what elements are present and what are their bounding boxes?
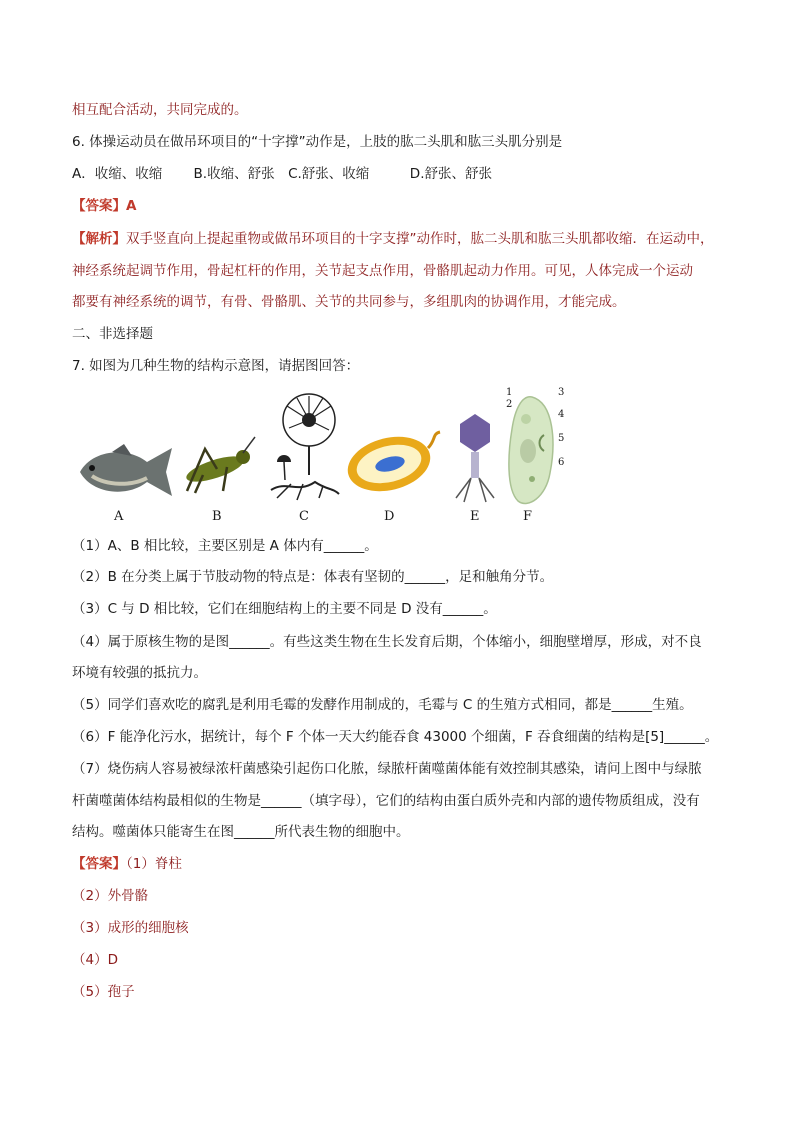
- figure-label-b: B: [212, 509, 222, 524]
- subquestion-7-cont: 杆菌噬菌体结构最相似的生物是______（填字母），它们的结构由蛋白质外壳和内部的遗传物质组成，没有: [72, 793, 700, 809]
- answer-tag: 【答案】: [72, 198, 126, 214]
- figure-label-a: A: [114, 509, 124, 524]
- subquestion-6: （6）F 能净化污水，据统计，每个 F 个体一天大约能吞食 43000 个细菌，F 吞食细菌的结构是[5]______。: [72, 729, 719, 745]
- question-6-options: A．收缩、收缩 B.收缩、舒张 C.舒张、收缩 D.舒张、舒张: [72, 166, 492, 182]
- paramecium-image: [502, 393, 565, 511]
- label-number-2: 2: [506, 399, 513, 410]
- label-number-6: 6: [558, 457, 565, 468]
- answer-6: [72, 196, 136, 216]
- answer-item-1: （1）脊柱: [126, 856, 182, 872]
- answer-value: A: [126, 198, 137, 214]
- analysis-line-3: 都要有神经系统的调节，有骨、骨骼肌、关节的共同参与，多组肌肉的协调作用，才能完成。: [72, 294, 626, 310]
- question-6: 6. 体操运动员在做吊环项目的“十字撑”动作是，上肢的肱二头肌和肱三头肌分别是: [72, 134, 563, 150]
- analysis-tag: 【解析】: [72, 231, 126, 247]
- figure-label-d: D: [384, 509, 395, 524]
- fish-image: [72, 440, 177, 505]
- bacterium-image: [344, 430, 442, 495]
- subquestion-2: （2）B 在分类上属于节肢动物的特点是：体表有坚韧的______，足和触角分节。: [72, 569, 554, 585]
- analysis-line-1: [72, 229, 714, 249]
- answer-item-4: （4）D: [72, 952, 118, 968]
- analysis-line-2: 神经系统起调节作用，骨起杠杆的作用，关节起支点作用，骨骼肌起动力作用。可见，人体完成一个运动: [72, 263, 693, 279]
- answer-item-5: （5）孢子: [72, 984, 135, 1000]
- analysis-text: 双手竖直向上提起重物或做吊环项目的十字支撑”动作时，肱二头肌和肱三头肌都收缩．在运动中，: [126, 231, 714, 247]
- answer-item-2: （2）外骨骼: [72, 888, 149, 904]
- answer-7-line-1: [72, 854, 182, 874]
- label-number-1: 1: [506, 387, 513, 398]
- question-7: 7. 如图为几种生物的结构示意图，请据图回答：: [72, 358, 360, 374]
- subquestion-7: （7）烧伤病人容易被绿浓杆菌感染引起伤口化脓，绿脓杆菌噬菌体能有效控制其感染，请问上图中与绿脓: [72, 761, 702, 777]
- subquestion-7-end: 结构。噬菌体只能寄生在图______所代表生物的细胞中。: [72, 824, 410, 840]
- subquestion-4-cont: 环境有较强的抵抗力。: [72, 665, 207, 681]
- subquestion-4: （4）属于原核生物的是图______。有些这类生物在生长发育后期，个体缩小，细胞壁增厚，形成，对不良: [72, 634, 702, 650]
- label-number-4: 4: [558, 409, 565, 420]
- bacteriophage-image: [450, 410, 500, 505]
- mould-image: [267, 390, 342, 505]
- subquestion-3: （3）C 与 D 相比较，它们在细胞结构上的主要不同是 D 没有______。: [72, 601, 497, 617]
- figure-label-f: F: [523, 509, 533, 524]
- answer-tag: 【答案】: [72, 856, 126, 872]
- text-line: 相互配合活动，共同完成的。: [72, 102, 248, 118]
- section-heading: 二、非选择题: [72, 326, 153, 342]
- label-number-3: 3: [558, 387, 565, 398]
- label-number-5: 5: [558, 433, 565, 444]
- subquestion-1: （1）A、B 相比较，主要区别是 A 体内有______。: [72, 538, 378, 554]
- organisms-figure: [72, 385, 592, 530]
- answer-item-3: （3）成形的细胞核: [72, 920, 189, 936]
- grasshopper-image: [177, 435, 257, 500]
- figure-label-e: E: [470, 509, 480, 524]
- subquestion-5: （5）同学们喜欢吃的腐乳是利用毛霉的发酵作用制成的，毛霉与 C 的生殖方式相同，都是______生殖。: [72, 697, 693, 713]
- figure-label-c: C: [299, 509, 309, 524]
